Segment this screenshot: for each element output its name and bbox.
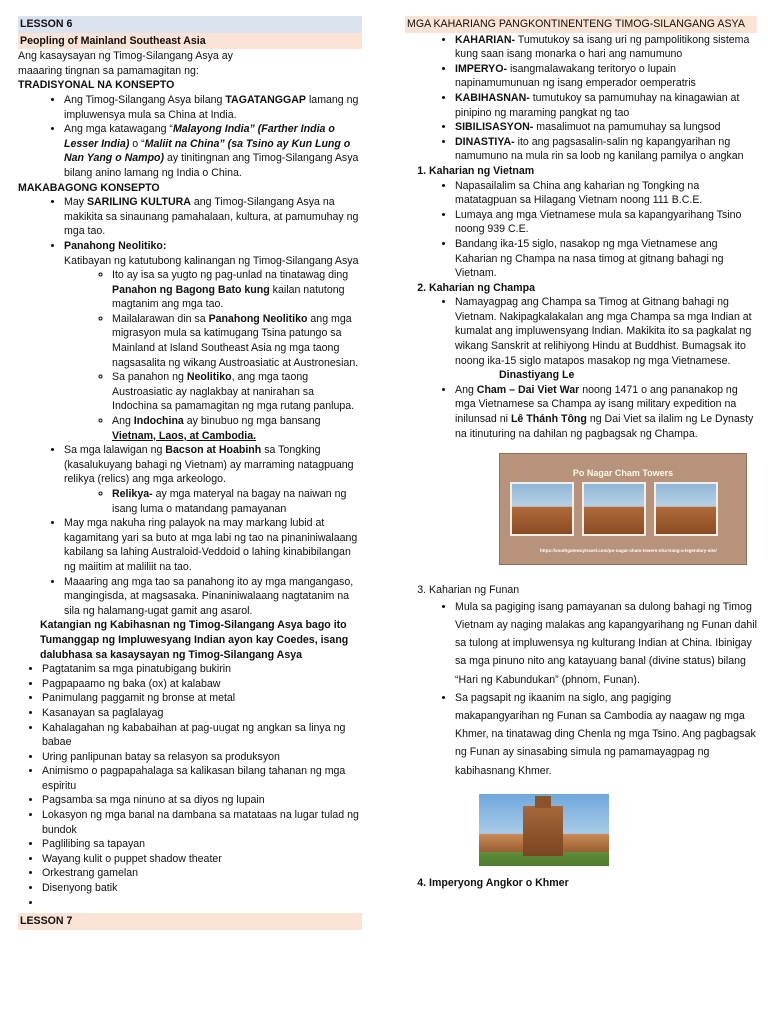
relics-sublist: [64, 487, 362, 516]
list-item: • Pagpapaamo ng baka (ox) at kalabaw: [42, 677, 362, 692]
list-item: ◦ Ang Indochina ay binubuo ng mga bansang Vietnam, Laos, at Cambodia.: [112, 414, 362, 443]
characteristics-heading: Katangian ng Kabihasnan ng Timog-Silangang Asya bago ito Tumanggap ng Impluwesyang Indian ayon kay Coedes, isang dalubhasa sa kasaysayan ng Timog-Silangang Asya: [40, 619, 349, 661]
left-column: [18, 16, 362, 930]
kingdoms-heading: MGA KAHARIANG PANGKONTINENTENG TIMOG-SILANGANG ASYA: [405, 16, 757, 33]
kingdom-funan: 3. Kaharian ng Funan • Mula sa pagiging isang pamayanan sa dulong bahagi ng Timog Vietnam ay naging malakas ang kapangyarihang ng Funan dahil sa tulong at impluwensya ng kulturang Indian at China. Ibinigay sa mga pinuno nito ang katayuang banal (divine status) bilang “Hari ng Kabundukan” (phnom, Funan). • Sa pagsapit ng ikaanim na siglo, ang pagiging makapangyarihan ng Funan sa Cambodia ay naagaw ng mga Khmer, na tinatawag ding Chenla ng mga Tsino. Ang pagbagsak ng Funan ay sinasabing simula ng pamamayagpag ng kabihasnang Khmer.: [429, 583, 757, 866]
list-item: • Pagtatanim sa mga pinatubigang bukirin: [42, 662, 362, 677]
right-column: [405, 16, 757, 890]
definition-item: • DINASTIYA- ito ang pagsasalin-salin ng kapangyarihan ng namumuno na mula rin sa loob ng kanilang pamilya o angkan: [455, 135, 757, 164]
list-item: • Ang mga katawagang “Malayong India” (Farther India o Lesser India) o “Maliit na China” (sa Tsino ay Kun Lung o Nan Yang o Nampo) ay tinitingnan ang Timog-Silangang Asya bilang anino lamang ng India o China.: [64, 122, 362, 180]
lesson-6-label: LESSON 6: [18, 16, 362, 33]
list-item: • Maaaring ang mga tao sa panahong ito ay mga mangangaso, mangingisda, at magsasaka. Pinaniniwalaang nagtatanim na sila ng halamang-ugat gamit ang asarol.: [64, 575, 362, 619]
list-item: • Kasanayan sa paglalayag: [42, 706, 362, 721]
kingdom-champa: 2. Kaharian ng Champa • Namayagpag ang Champa sa Timog at Gitnang bahagi ng Vietnam. Nakipagkalakalan ang mga Champa sa mga Indian at kumalat ang impluwensyang Indian. Makikita ito sa pagkalat ng wikang Sanskrit at relihiyong Hindu at Buddhist. Bumagsak ito noong ika-15 siglo matapos masakop ng mga Vietnamese. Dinastiyang Le • Ang Cham – Dai Viet War noong 1471 o ang pananakop ng mga Vietnamese sa Champa ay isang military expedition na inilunsad ni Lê Thánh Tông ng Dai Viet sa ilalim ng Le Dynasty na itinuturing na dahilan ng pagbagsak ng Champa. Po Nagar Cham Towers https://southgatewaytravel.com/po-nagar-cham-towers-nha-trang-a-legendary-site/: [429, 281, 757, 566]
list-item: • Bandang ika-15 siglo, nasakop ng mga Vietnamese ang Kaharian ng Champa na nasa timog at gitnang bahagi ng Vietnam.: [455, 237, 757, 281]
list-item: • Napasailalim sa China ang kaharian ng Tongking na matatagpuan sa Hilagang Vietnam noong 111 B.C.E.: [455, 179, 757, 208]
funan-list: [429, 598, 757, 780]
kingdom-vietnam: 1. Kaharian ng Vietnam • Napasailalim sa China ang kaharian ng Tongking na matatagpuan sa Hilagang Vietnam noong 111 B.C.E. • Lumaya ang mga Vietnamese mula sa kapangyarihang Tsino noong 939 C.E. • Bandang ika-15 siglo, nasakop ng mga Vietnamese ang Kaharian ng Champa na nasa timog at gitnang bahagi ng Vietnam.: [429, 164, 757, 281]
list-item: • Animismo o pagpapahalaga sa kalikasan bilang tahanan ng mga espiritu: [42, 764, 362, 793]
list-item: • Mula sa pagiging isang pamayanan sa dulong bahagi ng Timog Vietnam ay naging malakas ang kapangyarihang ng Funan dahil sa tulong at impluwensya ng kulturang Indian at China. Ibinigay sa mga pinuno nito ang katayuang banal (divine status) bilang “Hari ng Kabundukan” (phnom, Funan).: [455, 598, 757, 689]
list-item: • Panahong Neolitiko: Katibayan ng katutubong kalinangan ng Timog-Silangang Asya ◦ Ito ay isa sa yugto ng pag-unlad na tinatawag ding Panahon ng Bagong Bato kung kailan natutong magtanim ang mga tao. ◦ Mailalarawan din sa Panahong Neolitiko ang mga migrasyon mula sa katimugang Tsina patungo sa Mainland at Island Southeast Asia ng mga taong nagsasalita ng wikang Austroasiatic at Austronesian. ◦ Sa panahon ng Neolitiko, ang mga taong Austroasiatic ay naglakbay at nanirahan sa Indochina sa pamamagitan ng mga rutang panlupa. ◦ Ang Indochina ay binubuo ng mga bansang Vietnam, Laos, at Cambodia.: [64, 239, 362, 443]
intro-text: Ang kasaysayan ng Timog-Silangang Asya ay maaaring tingnan sa pamamagitan ng:: [18, 50, 233, 77]
list-item: • Disenyong batik: [42, 881, 362, 896]
list-item: • Namayagpag ang Champa sa Timog at Gitnang bahagi ng Vietnam. Nakipagkalakalan ang mga Champa sa mga Indian at kumalat ang impluwensyang Indian. Makikita ito sa pagkalat ng wikang Sanskrit at relihiyong Hindu at Buddhist. Bumagsak ito noong ika-15 siglo matapos masakop ng mga Vietnamese.: [455, 295, 757, 368]
list-item: ◦ Sa panahon ng Neolitiko, ang mga taong Austroasiatic ay naglakbay at nanirahan sa Indochina sa pamamagitan ng mga rutang panlupa.: [112, 370, 362, 414]
definition-item: • KAHARIAN- Tumutukoy sa isang uri ng pampolitikong sistema kung saan isang monarka o hari ang namumuno: [455, 33, 757, 62]
photo-url: https://southgatewaytravel.com/po-nagar-cham-towers-nha-trang-a-legendary-site/: [540, 547, 717, 553]
list-item: • Pagsamba sa mga ninuno at sa diyos ng lupain: [42, 793, 362, 808]
list-item: • May mga nakuha ring palayok na may markang lubid at kagamitang yari sa buto at mga labi ng tao na pinaniniwalaang kabilang sa lahing Australoid-Veddoid o lahing kinabibilangan ng maiitim at maliliit na tao.: [64, 516, 362, 574]
list-item: • Wayang kulit o puppet shadow theater: [42, 852, 362, 867]
photo-caption: Po Nagar Cham Towers: [572, 468, 674, 479]
list-item: [42, 896, 362, 911]
definition-item: • KABIHASNAN- tumutukoy sa pamumuhay na kinagawian at pinipino ng maraming pangkat ng tao: [455, 91, 757, 120]
modern-list: [18, 195, 362, 618]
list-item: • Ang Cham – Dai Viet War noong 1471 o ang pananakop ng mga Vietnamese sa Champa ay isang military expedition na inilunsad ni Lê Thánh Tông ng Dai Viet sa ilalim ng Le Dynasty na itinuturing na dahilan ng pagbagsak ng Champa.: [455, 383, 757, 441]
kingdoms-list: [405, 164, 757, 891]
list-item: ◦ Ito ay isa sa yugto ng pag-unlad na tinatawag ding Panahon ng Bagong Bato kung kailan natutong magtanim ang mga tao.: [112, 268, 362, 312]
neolithic-label: Panahong Neolitiko:: [64, 239, 167, 252]
kingdom-angkor: 4. Imperyong Angkor o Khmer: [429, 876, 757, 891]
temple-image: [523, 806, 563, 856]
tower-image: [582, 482, 646, 536]
list-item: • Kahalagahan ng kababaihan at pag-uugat ng angkan sa linya ng babae: [42, 721, 362, 750]
list-item: • Sa pagsapit ng ikaanim na siglo, ang pagiging makapangyarihan ng Funan sa Cambodia ay naagaw ng mga Khmer, na tinatawag ding Chenla ng mga Tsino. Ang pagbagsak ng Funan ay sinasabing simula ng pamamayagpag ng kabihasnang Khmer.: [455, 689, 757, 780]
neolithic-sublist: [64, 268, 362, 443]
list-item: • Paglilibing sa tapayan: [42, 837, 362, 852]
dynasty-heading: Dinastiyang Le: [499, 369, 575, 382]
list-item: • Orkestrang gamelan: [42, 866, 362, 881]
angkor-photo: [479, 794, 609, 866]
modern-heading: MAKABAGONG KONSEPTO: [18, 181, 160, 194]
definition-item: • IMPERYO- isangmalawakang teritoryo o lupain napinamumunuan ng isang emperador oemperatris: [455, 62, 757, 91]
list-item: • Sa mga lalawigan ng Bacson at Hoabinh sa Tongking (kasalukuyang bahagi ng Vietnam) ay marraming natagpuang relikya (relics) ang mga arkeologo. ◦ Relikya- ay mga materyal na bagay na naiwan ng isang luma o matandang pamayanan: [64, 443, 362, 516]
list-item: ◦ Mailalarawan din sa Panahong Neolitiko ang mga migrasyon mula sa katimugang Tsina patungo sa Mainland at Island Southeast Asia ng mga taong nagsasalita ng wikang Austroasiatic at Austronesian.: [112, 312, 362, 370]
traditional-heading: TRADISYONAL NA KONSEPTO: [18, 79, 175, 92]
tower-image: [654, 482, 718, 536]
definitions-list: [405, 33, 757, 164]
list-item: • Lokasyon ng mga banal na dambana sa matataas na lugar tulad ng bundok: [42, 808, 362, 837]
list-item: • May SARILING KULTURA ang Timog-Silangang Asya na makikita sa sinaunang pamahalaan, kultura, at pamumuhay ng mga tao.: [64, 195, 362, 239]
definition-item: • SIBILISASYON- masalimuot na pamumuhay sa lungsod: [455, 120, 757, 135]
characteristics-list: [18, 662, 362, 910]
dynasty-list: [429, 383, 757, 441]
traditional-list: [18, 93, 362, 181]
list-item: • Ang Timog-Silangang Asya bilang TAGATANGGAP lamang ng impluwensya mula sa China at India.: [64, 93, 362, 122]
list-item: • Uring panlipunan batay sa relasyon sa produksyon: [42, 750, 362, 765]
lesson-title: Peopling of Mainland Southeast Asia: [18, 33, 362, 50]
list-item: ◦ Relikya- ay mga materyal na bagay na naiwan ng isang luma o matandang pamayanan: [112, 487, 362, 516]
list-item: • Panimulang paggamit ng bronse at metal: [42, 691, 362, 706]
po-nagar-photo: [499, 453, 747, 565]
champa-list: [429, 295, 757, 368]
vietnam-list: [429, 179, 757, 281]
tower-image: [510, 482, 574, 536]
list-item: • Lumaya ang mga Vietnamese mula sa kapangyarihang Tsino noong 939 C.E.: [455, 208, 757, 237]
lesson-7-label: LESSON 7: [18, 913, 362, 930]
